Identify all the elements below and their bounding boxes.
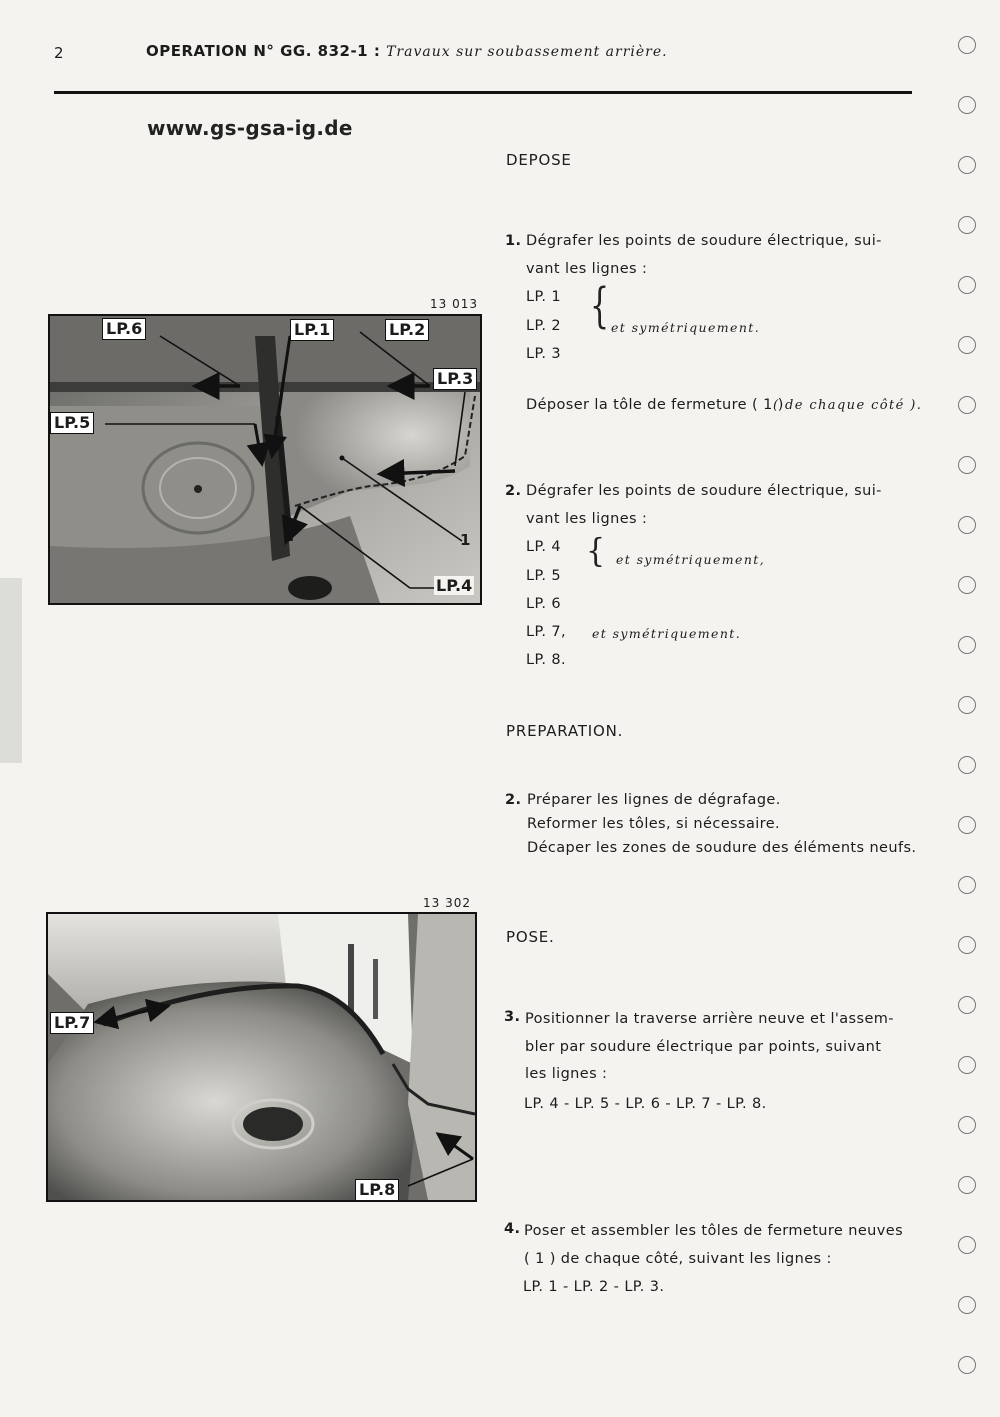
section-depose-title: DEPOSE xyxy=(506,151,572,169)
callout-lp3: LP.3 xyxy=(433,368,477,390)
binder-hole-icon xyxy=(958,696,976,714)
step1-line: LP. 1 xyxy=(526,289,562,305)
callout-lp6: LP.6 xyxy=(102,318,146,340)
page-number: 2 xyxy=(54,44,64,62)
binder-hole-icon xyxy=(958,96,976,114)
header-rule xyxy=(54,91,912,94)
step2-line: LP. 5 xyxy=(526,568,562,584)
callout-item-1: 1 xyxy=(460,531,471,549)
step3-line: Positionner la traverse arrière neuve et l'assem- xyxy=(525,1011,894,1027)
binder-hole-icon xyxy=(958,756,976,774)
binder-hole-icon xyxy=(958,636,976,654)
step1-number: 1. xyxy=(505,233,522,249)
figure2-photo xyxy=(46,912,477,1202)
figure1-drawing xyxy=(50,316,480,603)
binder-hole-icon xyxy=(958,936,976,954)
scan-edge-strip xyxy=(0,578,22,763)
prep-line: Préparer les lignes de dégrafage. xyxy=(527,792,781,808)
step2-note2: et symétriquement. xyxy=(592,626,742,641)
callout-lp1: LP.1 xyxy=(290,319,334,341)
figure1-number: 13 013 xyxy=(430,297,478,311)
step4-line: LP. 1 - LP. 2 - LP. 3. xyxy=(523,1279,665,1295)
step1-text-a: Dégrafer les points de soudure électrique, sui- xyxy=(526,233,882,249)
step3-line: les lignes : xyxy=(525,1066,608,1082)
step2-text-b: vant les lignes : xyxy=(526,511,648,527)
binder-hole-icon xyxy=(958,336,976,354)
step3-line: bler par soudure électrique par points, suivant xyxy=(525,1039,882,1055)
binder-hole-icon xyxy=(958,36,976,54)
binder-hole-icon xyxy=(958,516,976,534)
binder-hole-icon xyxy=(958,276,976,294)
brace-icon: { xyxy=(586,531,606,571)
binder-hole-icon xyxy=(958,1176,976,1194)
figure1-photo xyxy=(48,314,482,605)
prep-line: Décaper les zones de soudure des éléments neufs. xyxy=(527,840,917,856)
step2-line: LP. 4 xyxy=(526,539,562,555)
callout-lp7: LP.7 xyxy=(50,1012,94,1034)
binder-hole-icon xyxy=(958,216,976,234)
brace-icon: { xyxy=(590,278,610,335)
step2-line: LP. 7, xyxy=(526,624,567,640)
step3-number: 3. xyxy=(504,1009,521,1025)
step4-line: Poser et assembler les tôles de fermeture neuves xyxy=(524,1223,904,1239)
callout-lp5: LP.5 xyxy=(50,412,94,434)
step1-extra-a: Déposer la tôle de fermeture ( 1 ) xyxy=(526,397,784,413)
step1-note: et symétriquement. xyxy=(611,320,761,335)
binder-hole-icon xyxy=(958,1056,976,1074)
step4-number: 4. xyxy=(504,1221,521,1237)
step4-line: ( 1 ) de chaque côté, suivant les lignes : xyxy=(524,1251,832,1267)
callout-lp4: LP.4 xyxy=(436,576,473,595)
binder-hole-icon xyxy=(958,876,976,894)
binder-hole-icon xyxy=(958,456,976,474)
callout-lp8: LP.8 xyxy=(355,1179,399,1201)
operation-subtitle: Travaux sur soubassement arrière. xyxy=(386,44,668,60)
section-preparation-title: PREPARATION. xyxy=(506,722,624,740)
page-title xyxy=(146,42,668,60)
step2-number: 2. xyxy=(505,483,522,499)
callout-lp2: LP.2 xyxy=(385,319,429,341)
step1-line: LP. 2 xyxy=(526,318,562,334)
binder-hole-icon xyxy=(958,816,976,834)
binder-hole-icon xyxy=(958,396,976,414)
section-pose-title: POSE. xyxy=(506,928,555,946)
binder-hole-icon xyxy=(958,156,976,174)
step1-text-b: vant les lignes : xyxy=(526,261,648,277)
binder-hole-icon xyxy=(958,576,976,594)
binder-hole-icon xyxy=(958,1296,976,1314)
step2-line: LP. 6 xyxy=(526,596,562,612)
binder-hole-icon xyxy=(958,1116,976,1134)
binder-hole-icon xyxy=(958,1356,976,1374)
figure2-drawing xyxy=(48,914,475,1200)
step1-extra-b: ( de chaque côté ). xyxy=(773,398,923,413)
step2-text-a: Dégrafer les points de soudure électrique, sui- xyxy=(526,483,882,499)
prep-number: 2. xyxy=(505,792,522,808)
binder-hole-icon xyxy=(958,996,976,1014)
step3-line: LP. 4 - LP. 5 - LP. 6 - LP. 7 - LP. 8. xyxy=(524,1096,767,1112)
prep-line: Reformer les tôles, si nécessaire. xyxy=(527,816,781,832)
step1-line: LP. 3 xyxy=(526,346,562,362)
title-separator: : xyxy=(368,42,387,60)
figure2-number: 13 302 xyxy=(423,896,471,910)
step2-note1: et symétriquement, xyxy=(616,552,766,567)
watermark-url: www.gs-gsa-ig.de xyxy=(147,116,353,140)
binder-hole-icon xyxy=(958,1236,976,1254)
operation-number: OPERATION N° GG. 832-1 xyxy=(146,42,369,60)
step2-line: LP. 8. xyxy=(526,652,567,668)
